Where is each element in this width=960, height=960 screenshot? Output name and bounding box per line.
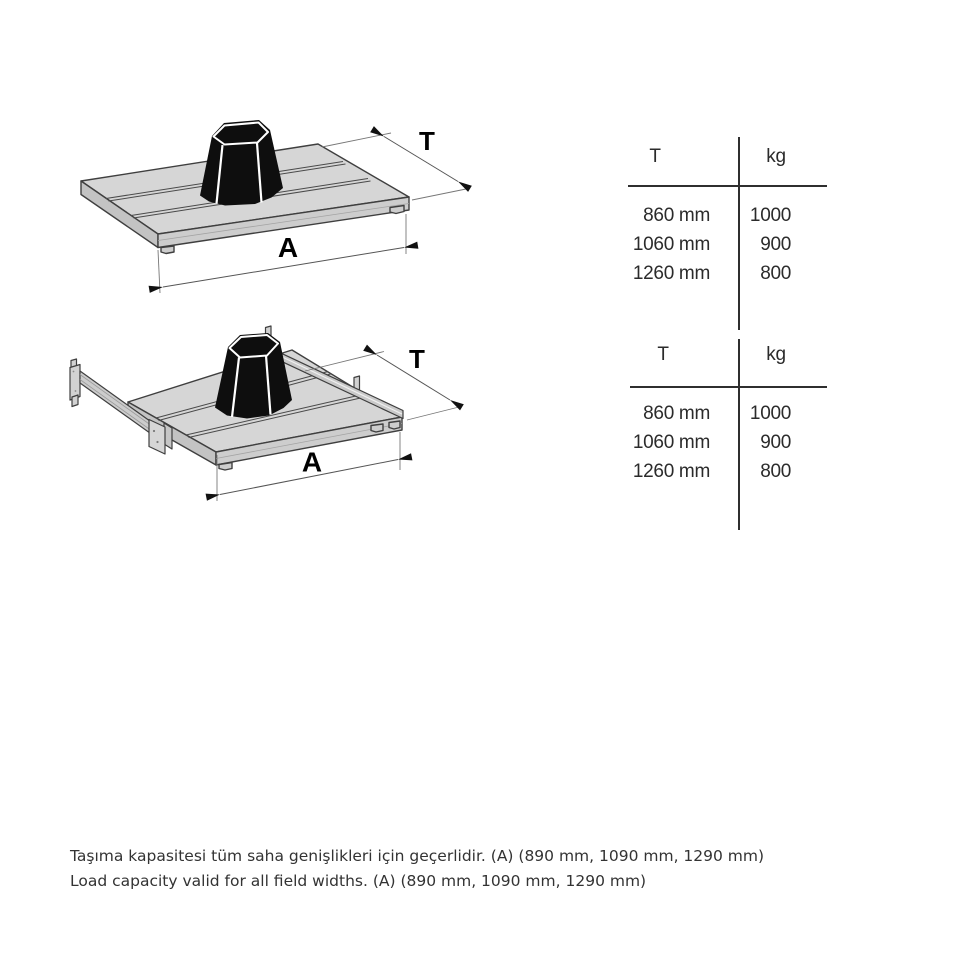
table-divider-horizontal [628,185,827,187]
bracket-tab-bottom [72,395,78,407]
table-cell: 900 [760,432,791,453]
table-cell: 1260 mm [632,461,710,482]
pullout-shelf-diagram [55,315,465,520]
table-divider-horizontal [630,386,827,388]
table-divider-vertical [738,137,740,330]
column-header-depth: T [649,146,661,167]
column-header-kg: kg [766,146,786,167]
load-capacity-table-2 [620,337,835,537]
table-cell: 1000 [749,205,791,226]
column-header-kg: kg [766,344,786,365]
footer-note [70,844,764,894]
depth-label: T [409,344,425,374]
table-cell: 1060 mm [632,432,710,453]
front-hook-left [161,246,174,254]
width-label: A [277,232,299,263]
table-cell: 1000 [749,403,791,424]
column-header-depth: T [657,344,669,365]
hex-adapter [215,333,292,419]
table-cell: 1060 mm [632,234,710,255]
hex-adapter [200,120,283,206]
table-cell: 1260 mm [632,263,710,284]
front-hook-right1 [371,424,383,432]
front-hook-left [219,463,232,471]
table-cell: 860 mm [643,205,710,226]
front-hook-right [390,206,404,214]
table-cell: 860 mm [643,403,710,424]
front-hook-right2 [389,421,400,429]
width-label: A [301,446,323,478]
table-cell: 800 [760,461,791,482]
table-cell: 800 [760,263,791,284]
footer-line-turkish: Taşıma kapasitesi tüm saha genişlikleri için geçerlidir. (A) (890 mm, 1090 mm, 1290 mm) [70,847,765,865]
table-cell: 900 [760,234,791,255]
load-capacity-table-1 [620,135,835,335]
fixed-shelf-diagram [55,100,475,300]
depth-label: T [419,126,435,156]
footer-line-english: Load capacity valid for all field widths. (A) (890 mm, 1090 mm, 1290 mm) [70,872,647,890]
